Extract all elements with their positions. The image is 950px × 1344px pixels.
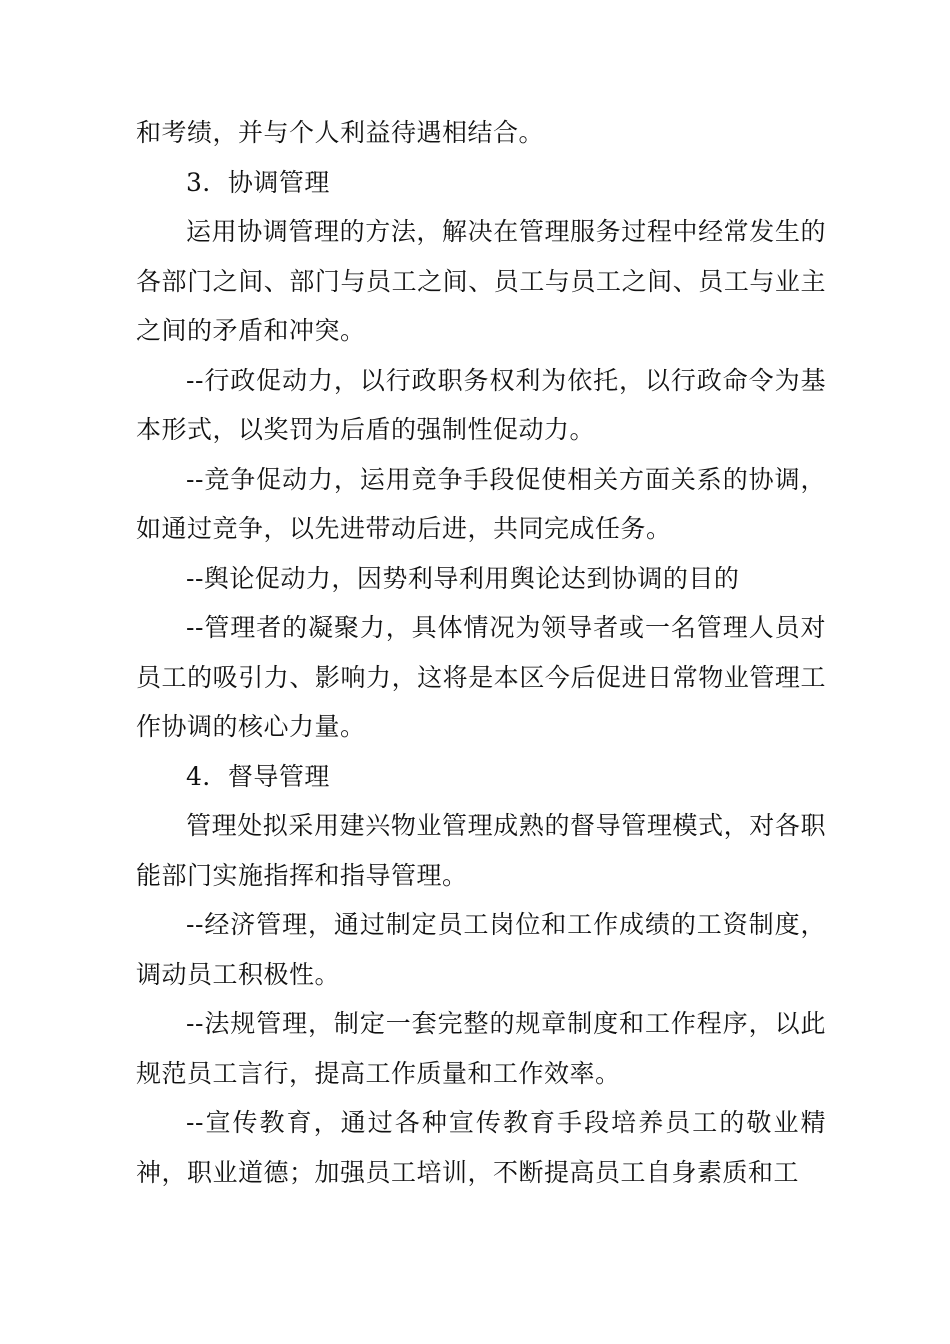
list-item-manager-cohesion: --管理者的凝聚力，具体情况为领导者或一名管理人员对员工的吸引力、影响力，这将是本区今后促进日常物业管理工作协调的核心力量。	[136, 613, 826, 741]
document-body	[136, 108, 826, 1197]
list-item-publicity-education: --宣传教育，通过各种宣传教育手段培养员工的敬业精神，职业道德；加强员工培训，不断提高员工自身素质和工	[136, 1108, 826, 1187]
list-item-competitive-drive: --竞争促动力，运用竞争手段促使相关方面关系的协调，如通过竞争，以先进带动后进，共同完成任务。	[136, 464, 826, 543]
paragraph-coordination-method: 运用协调管理的方法，解决在管理服务过程中经常发生的各部门之间、部门与员工之间、员工与员工之间、员工与业主之间的矛盾和冲突。	[136, 217, 826, 345]
section-heading-coordination-management: 3．协调管理	[186, 167, 330, 197]
list-item-public-opinion-drive: --舆论促动力，因势利导利用舆论达到协调的目的	[186, 563, 740, 593]
list-item-regulatory-management: --法规管理，制定一套完整的规章制度和工作程序，以此规范员工言行，提高工作质量和工作效率。	[136, 1009, 826, 1088]
list-item-administrative-drive: --行政促动力，以行政职务权利为依托，以行政命令为基本形式，以奖罚为后盾的强制性促动力。	[136, 365, 826, 444]
section-heading-supervision-management: 4．督导管理	[186, 761, 330, 791]
paragraph-continuation: 和考绩，并与个人利益待遇相结合。	[136, 118, 545, 147]
paragraph-supervision-model: 管理处拟采用建兴物业管理成熟的督导管理模式，对各职能部门实施指挥和指导管理。	[136, 811, 826, 890]
list-item-economic-management: --经济管理，通过制定员工岗位和工作成绩的工资制度，调动员工积极性。	[136, 910, 826, 989]
